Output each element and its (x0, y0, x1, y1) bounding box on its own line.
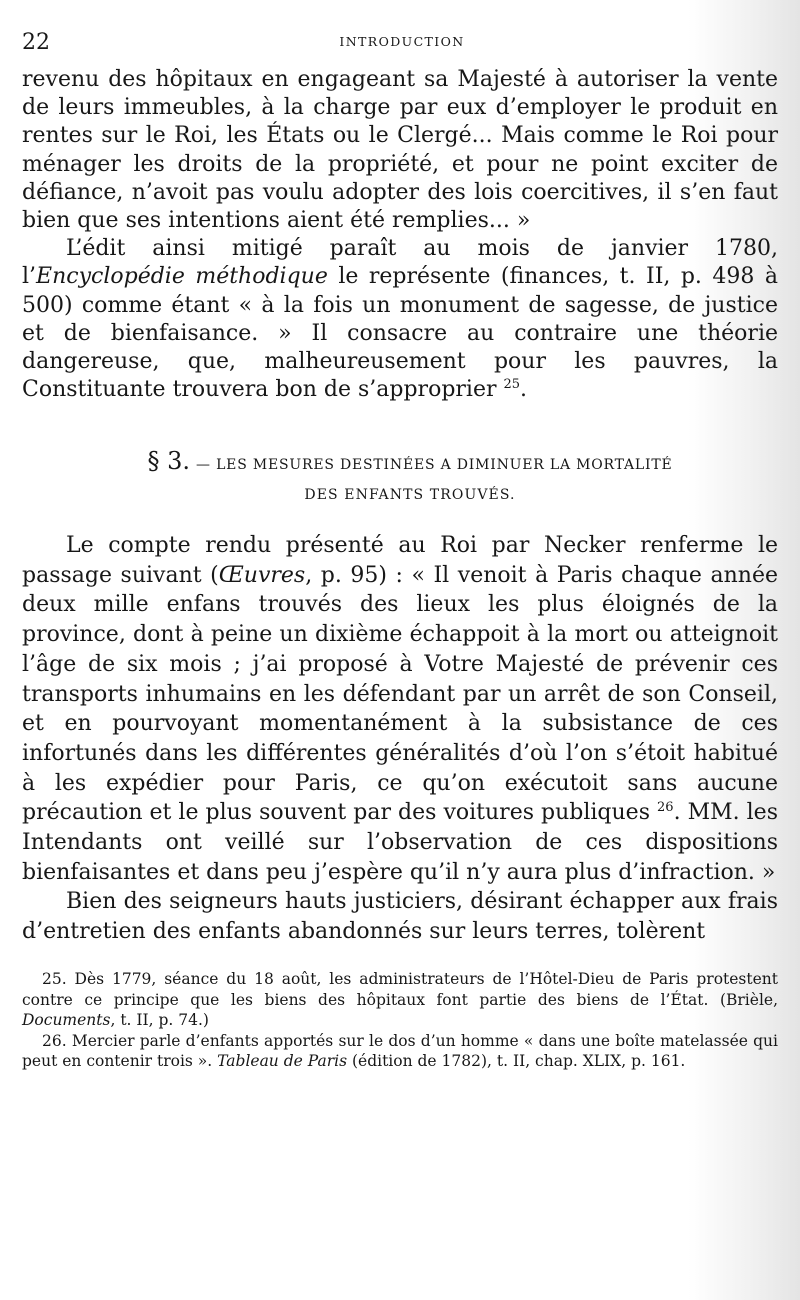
italic-title: Tableau de Paris (217, 1052, 348, 1070)
paragraph-text: revenu des hôpitaux en engageant sa Majesté à autoriser la vente de leurs immeubles, à la charge par eux d’employer le produit en rentes sur le Roi, les États ou le Clergé... Mais comme le Roi pour ménager les droits de la propriété, et pour ne point exciter de défiance, n’avoit pas voulu adopter des lois coercitives, il s’en faut bien que ses intentions aient été remplies... » (22, 67, 778, 234)
paragraph-text: . MM. les Intendants ont veillé sur l’observation de ces dispositions bienfaisantes et dans peu j’espère qu’il n’y aura plus d’infraction. » (22, 800, 778, 885)
italic-title: Œuvres (218, 562, 306, 588)
upper-text-block (22, 66, 778, 404)
section-symbol: § 3. (147, 447, 191, 475)
italic-title: Documents (22, 1011, 111, 1029)
paragraph-text: L’édit ainsi mitigé paraît au mois de janvier 1780, l’ (22, 236, 778, 290)
running-header (22, 30, 782, 56)
section-title-part-1: — LES MESURES DESTINÉES A DIMINUER LA MORTALITÉ (196, 457, 673, 473)
section-title-part-2: DES ENFANTS TROUVÉS. (304, 487, 516, 503)
footnote-ref-26: 26 (657, 800, 674, 816)
paragraph-text: Bien des seigneurs hauts justiciers, désirant échapper aux frais d’entretien des enfants abandonnés sur leurs terres, tolèrent (22, 889, 778, 945)
footnote-text: 25. Dès 1779, séance du 18 août, les administrateurs de l’Hôtel-Dieu de Paris protestent contre ce principe que les biens des hôpitaux font partie des biens de l’État. (Brièle, (22, 970, 778, 1009)
running-title: INTRODUCTION (339, 34, 465, 49)
footnote-text: (édition de 1782), t. II, chap. XLIX, p. 161. (347, 1052, 686, 1070)
paragraph-edit-1780 (22, 235, 778, 404)
footnote-text: 26. Mercier parle d’enfants apportés sur le dos d’un homme « dans une boîte matelassée qui peut en contenir trois ». (22, 1031, 778, 1070)
footnote-ref-25: 25 (503, 377, 521, 393)
paragraph-necker (22, 531, 778, 887)
paragraph-text: le représente (finances, t. II, p. 498 à 500) comme étant « à la fois un monument de sagesse, de justice et de bienfaisance. » Il consacre au contraire une théorie dangereuse, que, malheureusement pour les pauvres, la Constituante trouvera bon de s’approprier (22, 264, 778, 403)
lower-text-block (22, 531, 778, 947)
section-heading (50, 446, 770, 510)
page-number: 22 (22, 30, 50, 55)
paragraph-text: , p. 95) : « Il venoit à Paris chaque année deux mille enfans trouvés des lieux les plus éloignés de la province, dont à peine un dixième échappoit à la mort ou atteignoit l’âge de six mois ; j’ai proposé à Votre Majesté de prévenir ces transports inhumains en les défendant par un arrêt de son Conseil, et en pourvoyant momentanément à la subsistance de ces infortunés dans les différentes généralités d’où l’on s’étoit habitué à les expédier pour Paris, ce qu’on exécutoit sans aucune précaution et le plus souvent par des voitures publiques (22, 562, 778, 826)
footnote-text: , t. II, p. 74.) (110, 1011, 209, 1029)
italic-title: Encyclopédie méthodique (36, 264, 328, 290)
paragraph-text: . (520, 377, 528, 403)
footnotes (22, 969, 778, 1072)
section-heading-line-1 (50, 446, 770, 480)
paragraph-continued (22, 66, 778, 235)
paragraph-text: Le compte rendu présenté au Roi par Necker renferme le passage suivant ( (22, 533, 778, 588)
paragraph-seigneurs (22, 887, 778, 946)
footnote-26 (22, 1031, 778, 1072)
footnote-25 (22, 969, 778, 1031)
